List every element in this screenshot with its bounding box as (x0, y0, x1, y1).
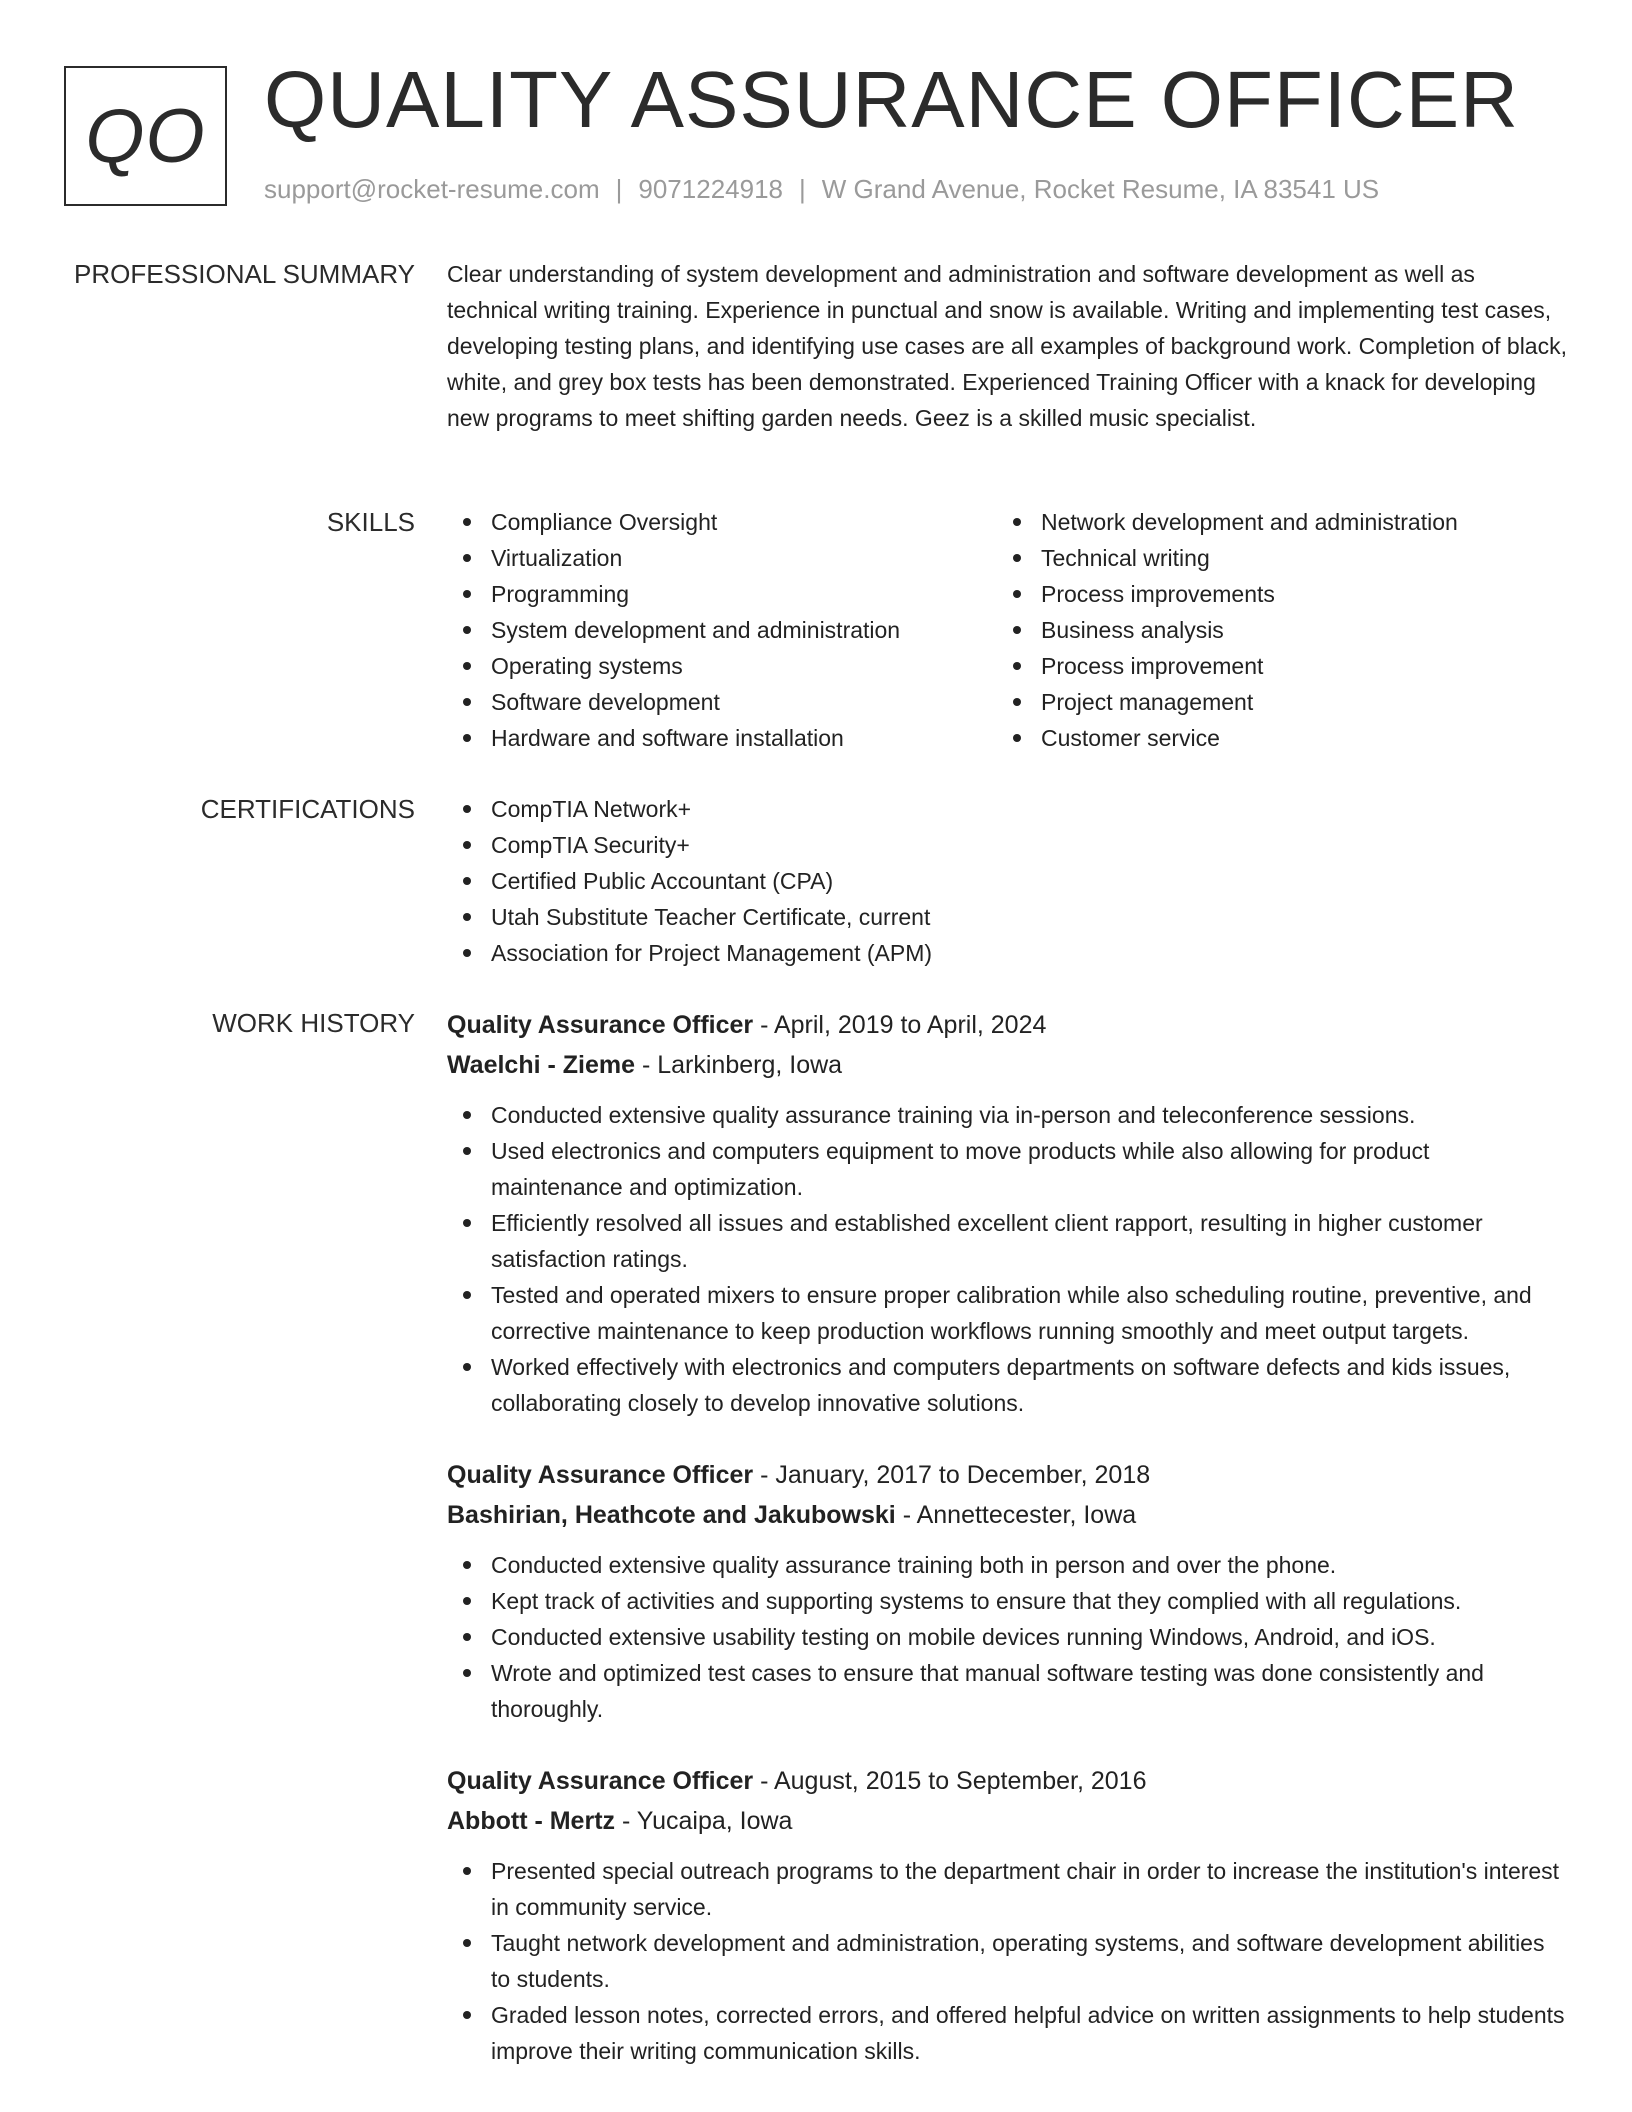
skills-list-right (997, 504, 1557, 756)
job-bullet: Efficiently resolved all issues and established excellent client rapport, resulting in higher customer satisfaction ratings. (447, 1205, 1567, 1277)
certification-item: CompTIA Security+ (447, 827, 1567, 863)
contact-email: support@rocket-resume.com (264, 174, 600, 204)
skill-item: Operating systems (447, 648, 997, 684)
job-bullet: Conducted extensive quality assurance training both in person and over the phone. (447, 1547, 1567, 1583)
job-bullet: Tested and operated mixers to ensure proper calibration while also scheduling routine, preventive, and corrective maintenance to keep production workflows running smoothly and meet output targets. (447, 1277, 1567, 1349)
skill-item: System development and administration (447, 612, 997, 648)
skill-item: Customer service (997, 720, 1557, 756)
job-title: Quality Assurance Officer (447, 1767, 754, 1795)
job-title: Quality Assurance Officer (447, 1461, 754, 1489)
certification-item: CompTIA Network+ (447, 791, 1567, 827)
job-bullet: Kept track of activities and supporting systems to ensure that they complied with all regulations. (447, 1583, 1567, 1619)
skill-item: Programming (447, 576, 997, 612)
contact-phone: 9071224918 (638, 174, 783, 204)
certification-item: Association for Project Management (APM) (447, 935, 1567, 971)
summary-text: Clear understanding of system development and administration and software development as well as technical writing training. Experience in punctual and snow is available. Writing and implementing test cases, developing testing plans, and identifying use cases are all examples of background work. Completion of black, white, and grey box tests has been demonstrated. Experienced Training Officer with a knack for developing new programs to meet shifting garden needs. Geez is a skilled music specialist. (447, 261, 1567, 431)
job-company: Abbott - Mertz (447, 1807, 616, 1835)
job-location: - Larkinberg, Iowa (635, 1051, 843, 1079)
job-title: Quality Assurance Officer (447, 1011, 754, 1039)
job-bullet: Used electronics and computers equipment to move products while also allowing for product maintenance and optimization. (447, 1133, 1567, 1205)
skill-item: Software development (447, 684, 997, 720)
skill-item: Project management (997, 684, 1557, 720)
skill-item: Business analysis (997, 612, 1557, 648)
skill-item: Network development and administration (997, 504, 1557, 540)
section-label: CERTIFICATIONS (200, 794, 415, 824)
section-label: WORK HISTORY (212, 1008, 415, 1038)
job-dates: - April, 2019 to April, 2024 (753, 1011, 1047, 1039)
resume-title: QUALITY ASSURANCE OFFICER (264, 55, 1519, 144)
certification-item: Utah Substitute Teacher Certificate, current (447, 899, 1567, 935)
job-heading (447, 1761, 1567, 1801)
job-employer (447, 1801, 1567, 1841)
job-entry (447, 1455, 1567, 1727)
job-bullet: Worked effectively with electronics and computers departments on software defects and kids issues, collaborating closely to develop innovative solutions. (447, 1349, 1567, 1421)
section-label: PROFESSIONAL SUMMARY (74, 259, 415, 289)
job-entry (447, 1005, 1567, 1421)
job-bullet: Presented special outreach programs to the department chair in order to increase the institution's interest in community service. (447, 1853, 1567, 1925)
skill-item: Compliance Oversight (447, 504, 997, 540)
job-bullets (447, 1547, 1567, 1727)
job-bullets (447, 1097, 1567, 1421)
job-location: - Annettecester, Iowa (895, 1501, 1137, 1529)
job-bullet: Wrote and optimized test cases to ensure that manual software testing was done consistently and thoroughly. (447, 1655, 1567, 1727)
job-bullet: Conducted extensive quality assurance training via in-person and teleconference sessions. (447, 1097, 1567, 1133)
skill-item: Process improvement (997, 648, 1557, 684)
certifications-list (447, 791, 1567, 971)
job-company: Bashirian, Heathcote and Jakubowski (447, 1501, 896, 1529)
contact-line (264, 174, 1379, 205)
job-bullet: Taught network development and administration, operating systems, and software development abilities to students. (447, 1925, 1567, 1997)
job-company: Waelchi - Zieme (447, 1051, 636, 1079)
skill-item: Process improvements (997, 576, 1557, 612)
contact-separator: | (615, 174, 623, 204)
job-employer (447, 1045, 1567, 1085)
job-bullet: Graded lesson notes, corrected errors, and offered helpful advice on written assignments to help students improve their writing communication skills. (447, 1997, 1567, 2069)
skill-item: Virtualization (447, 540, 997, 576)
contact-address: W Grand Avenue, Rocket Resume, IA 83541 US (821, 174, 1380, 204)
contact-separator: | (799, 174, 806, 204)
job-location: - Yucaipa, Iowa (615, 1807, 793, 1835)
monogram-logo: QO (64, 66, 227, 206)
job-bullet: Conducted extensive usability testing on mobile devices running Windows, Android, and iOS. (447, 1619, 1567, 1655)
job-employer (447, 1495, 1567, 1535)
skill-item: Technical writing (997, 540, 1557, 576)
skill-item: Hardware and software installation (447, 720, 997, 756)
job-heading (447, 1455, 1567, 1495)
job-bullets (447, 1853, 1567, 2069)
job-entry (447, 1761, 1567, 2069)
job-dates: - January, 2017 to December, 2018 (753, 1461, 1151, 1489)
skills-list-left (447, 504, 997, 756)
job-heading (447, 1005, 1567, 1045)
certification-item: Certified Public Accountant (CPA) (447, 863, 1567, 899)
job-dates: - August, 2015 to September, 2016 (753, 1767, 1147, 1795)
section-label: SKILLS (326, 507, 415, 537)
